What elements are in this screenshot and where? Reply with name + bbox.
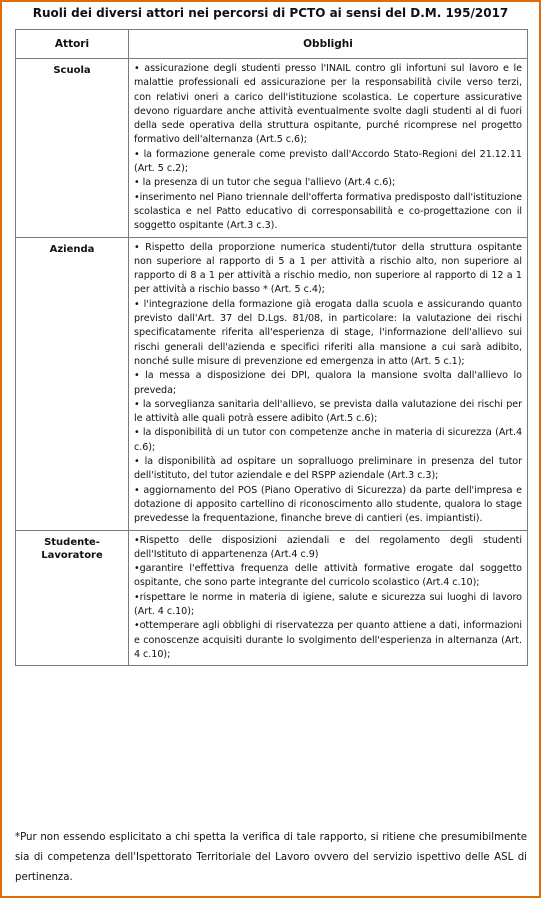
duty-item: •Rispetto delle disposizioni aziendali e del regolamento degli studenti dell'Istituto di appartenenza (Art.4 c.9) [134, 534, 522, 560]
duty-item: •rispettare le norme in materia di igiene, salute e sicurezza sui luoghi di lavoro (Art. 4 c.10); [134, 591, 522, 617]
duty-item: • l'integrazione della formazione già erogata dalla scuola e assicurando quanto previsto dall'Art. 37 del D.Lgs. 81/08, in particolare: la valutazione dei rischi specificatamente riferita all'esperienza di stage, l'informazione dell'allievo sui rischi generali dell'azienda e specifici riferiti alla mansione a cui sarà adibito, nonché sulle misure di prevenzione ed emergenza in atto (Art. 5 c.1); [134, 298, 522, 367]
actor-cell: Studente-Lavoratore [16, 530, 129, 666]
duty-item: • la presenza di un tutor che segua l'allievo (Art.4 c.6); [134, 177, 396, 189]
duty-item: • aggiornamento del POS (Piano Operativo di Sicurezza) da parte dell'impresa e dotazione di apposito cartellino di riconoscimento allo studente, qualora lo stage prevedesse la frequentazione, finanche breve di cantieri (es. impiantisti). [134, 484, 522, 525]
duties-cell [129, 237, 528, 530]
duty-item: • la formazione generale come previsto dall'Accordo Stato-Regioni del 21.12.11 (Art. 5 c.2); [134, 148, 522, 175]
duty-item: • la disponibilità di un tutor con competenze anche in materia di sicurezza (Art.4 c.6); [134, 427, 522, 453]
duty-item: • Rispetto della proporzione numerica studenti/tutor della struttura ospitante non superiore al rapporto di 5 a 1 per attività a rischio alto, non superiore al rapporto di 8 a 1 per attività a rischio medio, non superiore al rapporto di 12 a 1 per attività a rischio basso * (Art. 5 c.4); [134, 241, 522, 296]
actor-cell: Scuola [16, 59, 129, 238]
duty-item: • la disponibilità ad ospitare un sopralluogo preliminare in presenza del tutor dell'istituto, del tutor aziendale e del RSPP aziendale (Art.3 c.3); [134, 456, 522, 482]
duty-item: •garantire l'effettiva frequenza delle attività formative erogate dal soggetto ospitante, che sono parte integrante del curricolo scolastico (Art.4 c.10); [134, 563, 522, 589]
duty-item: •inserimento nel Piano triennale dell'offerta formativa predisposto dall'istituzione scolastica e nel Patto educativo di corresponsabilità e co-progettazione con il soggetto ospitante (Art.3 c.3). [134, 191, 522, 232]
duty-item: • la messa a disposizione dei DPI, qualora la mansione svolta dall'allievo lo preveda; [134, 370, 522, 396]
table-row-company [16, 237, 528, 530]
footnote: *Pur non essendo esplicitato a chi spetta la verifica di tale rapporto, si ritiene che presumibilmente sia di competenza dell'Ispettorato Territoriale del Lavoro ovvero del servizio ispettivo delle ASL di pertinenza. [15, 832, 527, 883]
duties-cell [129, 530, 528, 666]
table-row-school [16, 59, 528, 238]
duty-item: •ottemperare agli obblighi di riservatezza per quanto attiene a dati, informazioni e conoscenze acquisiti durante lo svolgimento dell'esperienza in alternanza (Art. 4 c.10); [134, 620, 522, 660]
header-actors: Attori [16, 30, 129, 59]
roles-table [15, 29, 528, 666]
actor-cell: Azienda [16, 237, 129, 530]
table-row-student [16, 530, 528, 666]
duty-item: • la sorveglianza sanitaria dell'allievo, se prevista dalla valutazione dei rischi per le attività alle quali potrà essere adibito (Art.5 c.6); [134, 398, 522, 425]
duties-cell [129, 59, 528, 238]
table-header-row [16, 30, 528, 59]
document-title: Ruoli dei diversi attori nei percorsi di PCTO ai sensi del D.M. 195/2017 [32, 6, 509, 20]
duty-item: • assicurazione degli studenti presso l'INAIL contro gli infortuni sul lavoro e le malattie professionali ed assicurazione per la responsabilità civile verso terzi, con relativi oneri a carico dell'istituzione scolastica. Le coperture assicurative devono riguardare anche attività eventualmente svolte dagli studenti al di fuori della sede operativa della struttura ospitante, purché ricomprese nel progetto formativo dell'alternanza (Art.5 c.6); [134, 63, 522, 146]
header-obligations: Obblighi [129, 30, 528, 59]
